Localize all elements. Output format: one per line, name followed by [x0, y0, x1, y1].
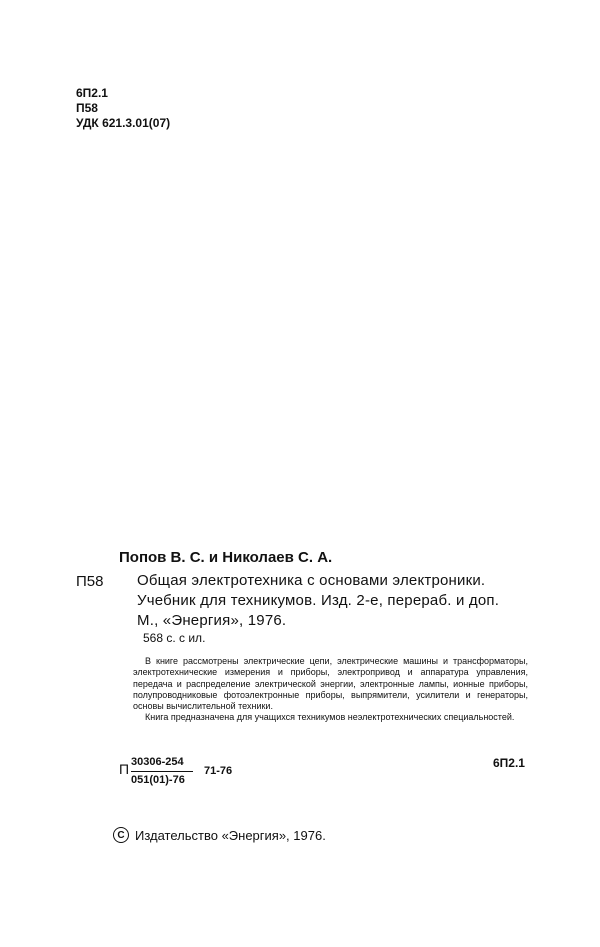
copyright-text: Издательство «Энергия», 1976. [135, 827, 326, 843]
author-mark: П58 [76, 101, 98, 115]
title-line: Учебник для техникумов. Изд. 2-е, перераб. и доп. [137, 592, 500, 609]
annotation-paragraph: В книге рассмотрены электрические цепи, электрические машины и трансформаторы, электротехнические измерения и приборы, электропривод и аппаратура управления, передача и распределение электрической энергии, электронные лампы, ионные приборы, полупроводниковые фотоэлектронные приборы, выпрямители, усилители и генераторы, основы вычислительной техники. [133, 656, 528, 712]
authors: Попов В. С. и Николаев С. А. [119, 549, 333, 566]
copyright-icon: C [113, 827, 129, 843]
bbk-classification-right: 6П2.1 [493, 756, 525, 770]
index-fraction-line [131, 771, 193, 772]
index-suffix: 71-76 [204, 765, 233, 777]
page-count: 568 с. с ил. [143, 631, 206, 645]
copyright-line [113, 827, 326, 843]
index-numerator: 30306-254 [131, 756, 184, 768]
title-line: М., «Энергия», 1976. [137, 612, 287, 629]
index-denominator: 051(01)-76 [131, 774, 185, 786]
bbk-classification: 6П2.1 [76, 86, 108, 100]
index-prefix: П [119, 761, 130, 777]
title-block [137, 571, 499, 631]
call-mark-left: П58 [76, 573, 104, 590]
udk-code: УДК 621.3.01(07) [76, 116, 171, 130]
annotation [133, 656, 528, 724]
annotation-paragraph: Книга предназначена для учащихся техникумов неэлектротехнических специальностей. [145, 712, 515, 723]
title-line: Общая электротехника с основами электроники. [137, 572, 486, 589]
